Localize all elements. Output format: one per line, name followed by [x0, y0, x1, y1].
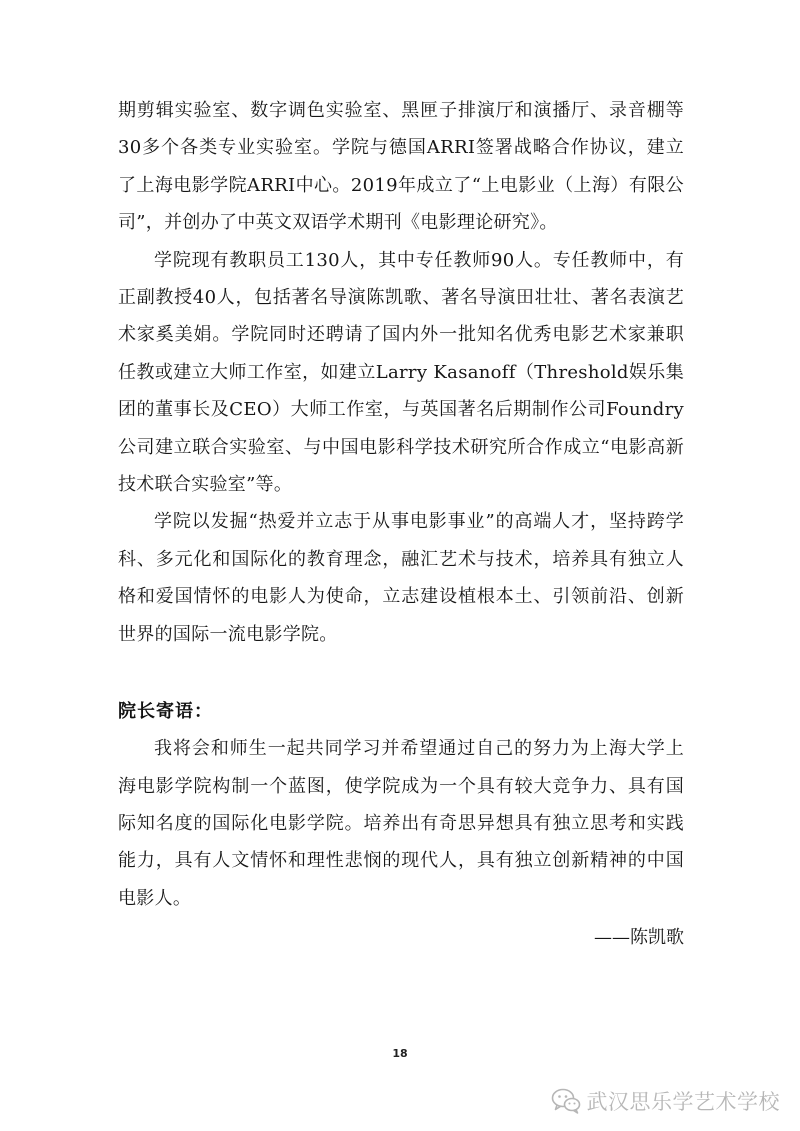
watermark — [551, 1086, 781, 1116]
document-body — [118, 92, 684, 956]
paragraph-dean-message: 我将会和师生一起共同学习并希望通过自己的努力为上海大学上海电影学院构制一个蓝图，使学院成为一个具有较大竞争力、具有国际知名度的国际化电影学院。培养出有奇思异想具有独立思考和实践能力，具有人文情怀和理性悲悯的现代人，具有独立创新精神的中国电影人。 — [118, 738, 684, 909]
section-heading-dean-message: 院长寄语： — [118, 701, 213, 723]
page-number: 18 — [392, 1047, 408, 1060]
watermark-text: 武汉思乐学艺术学校 — [586, 1090, 780, 1114]
signature: ——陈凯歌 — [594, 927, 684, 949]
wechat-icon — [551, 1088, 581, 1114]
paragraph-facilities: 期剪辑实验室、数字调色实验室、黑匣子排演厅和演播厅、录音棚等30多个各类专业实验室。学院与德国ARRI签署战略合作协议，建立了上海电影学院ARRI中心。2019年成立了“上电影业（上海）有限公司”，并创办了中英文双语学术期刊《电影理论研究》。 — [118, 100, 684, 234]
paragraph-mission: 学院以发掘“热爱并立志于从事电影事业”的高端人才，坚持跨学科、多元化和国际化的教育理念，融汇艺术与技术，培养具有独立人格和爱国情怀的电影人为使命，立志建设植根本土、引领前沿、创新世界的国际一流电影学院。 — [118, 511, 684, 645]
paragraph-faculty: 学院现有教职员工130人，其中专任教师90人。专任教师中，有正副教授40人，包括著名导演陈凯歌、著名导演田壮壮、著名表演艺术家奚美娟。学院同时还聘请了国内外一批知名优秀电影艺术家兼职任教或建立大师工作室，如建立Larry Kasanoff（Threshold娱乐集团的董事长及CEO）大师工作室，与英国著名后期制作公司Foundry公司建立联合实验室、与中国电影科学技术研究所合作成立“电影高新技术联合实验室”等。 — [118, 249, 684, 496]
